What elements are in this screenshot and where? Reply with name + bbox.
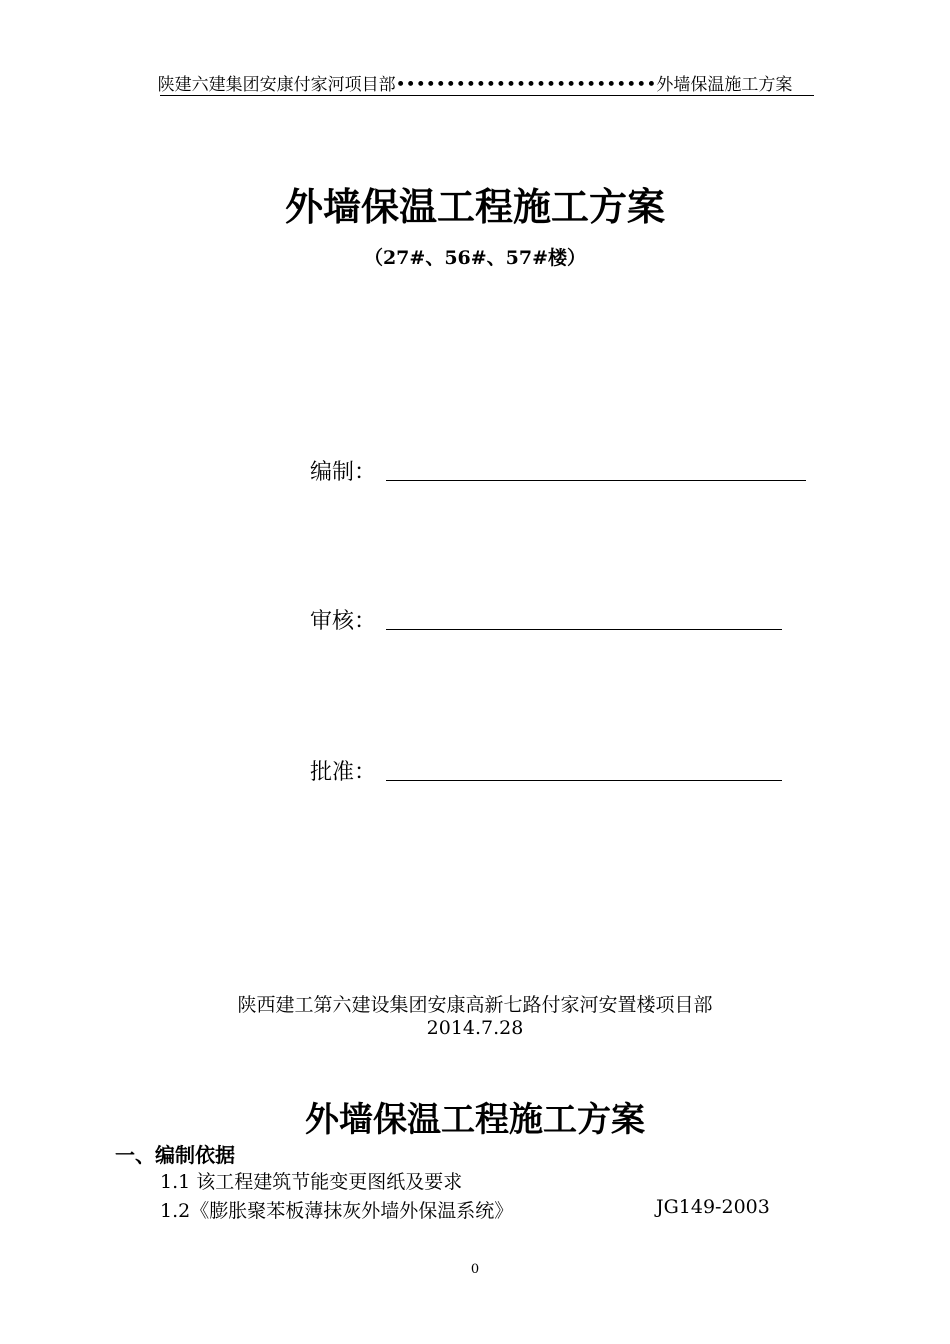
signature-label: 审核： xyxy=(310,609,377,634)
cover-title: 外墙保温工程施工方案 xyxy=(284,184,665,229)
signature-line xyxy=(386,480,806,481)
header-right: 外墙保温施工方案 xyxy=(656,75,793,95)
page-number: 0 xyxy=(470,1262,480,1277)
signature-label: 批准： xyxy=(310,760,377,785)
signature-reviewed xyxy=(310,604,376,635)
document-date: 2014.7.28 xyxy=(426,1017,524,1039)
body-title: 外墙保温工程施工方案 xyxy=(305,1100,645,1140)
signature-label: 编制： xyxy=(310,460,377,485)
page-header xyxy=(0,70,950,95)
header-dots: •••••••••••••••••••••••••• xyxy=(395,75,657,95)
standard-code: JG149-2003 xyxy=(656,1196,770,1218)
list-item: 1.1 该工程建筑节能变更图纸及要求 xyxy=(160,1171,463,1193)
organization-name: 陕西建工第六建设集团安康高新七路付家河安置楼项目部 xyxy=(237,994,713,1016)
header-left: 陕建六建集团安康付家河项目部 xyxy=(157,75,396,95)
signature-line xyxy=(386,629,782,630)
header-rule xyxy=(160,95,814,96)
section-heading: 一、编制依据 xyxy=(115,1143,235,1167)
signature-line xyxy=(386,780,782,781)
list-item: 1.2《膨胀聚苯板薄抹灰外墙外保温系统》 xyxy=(160,1200,514,1222)
cover-subtitle: （27#、56#、57#楼） xyxy=(363,247,587,269)
signature-compiled xyxy=(310,455,376,486)
signature-approved xyxy=(310,755,376,786)
